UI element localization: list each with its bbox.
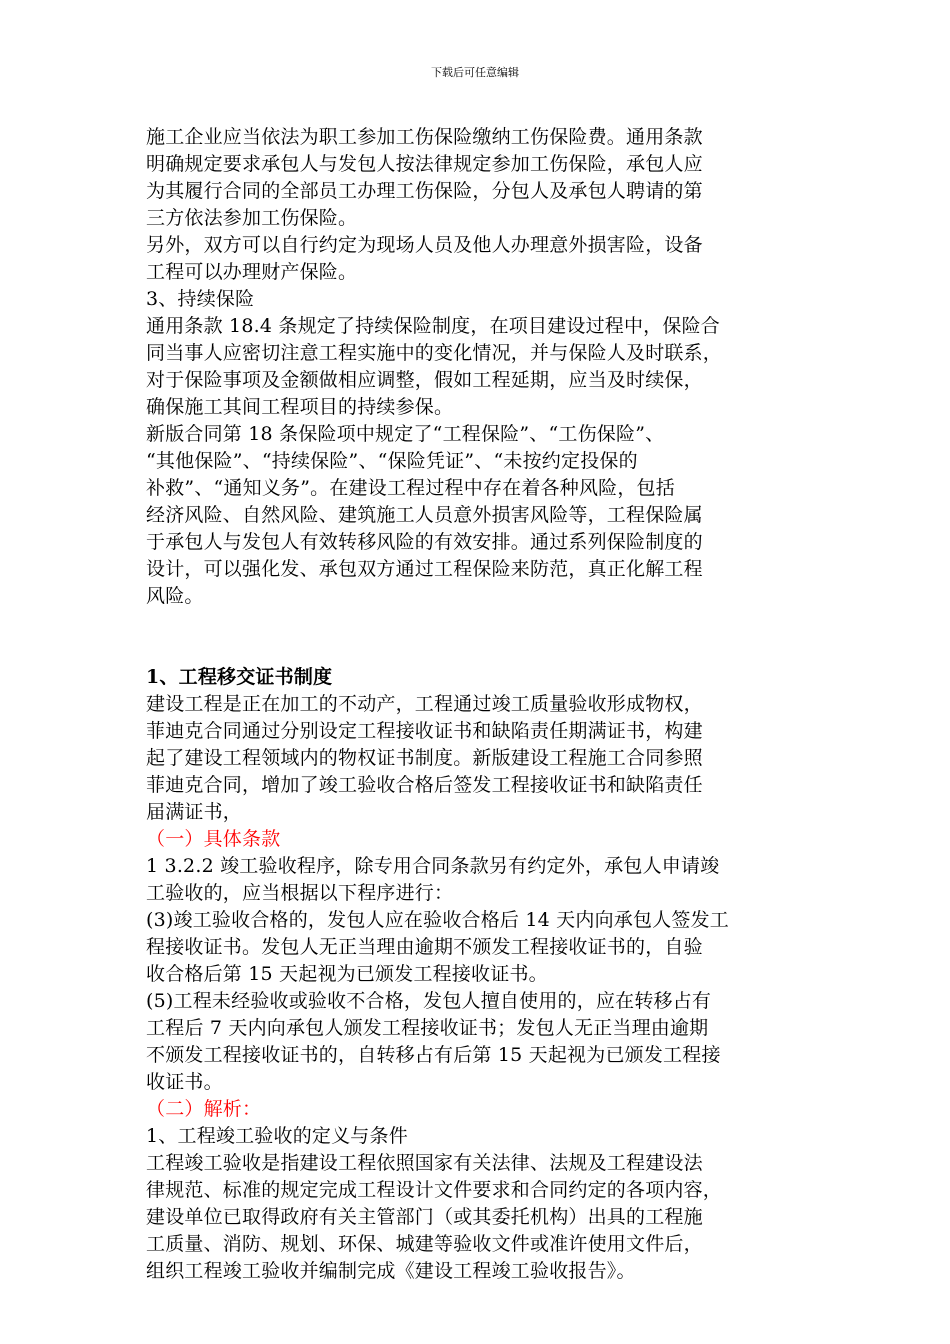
analysis-line: 工程竣工验收是指建设工程依照国家有关法律、法规及工程建设法 [146, 1152, 703, 1174]
clause-line: 工验收的，应当根据以下程序进行： [146, 882, 454, 904]
clause-line: (3)竣工验收合格的，发包人应在验收合格后 14 天内向承包人签发工 [146, 909, 729, 931]
paragraph-line: 风险。 [146, 585, 204, 607]
paragraph-line: 届满证书， [146, 801, 243, 823]
paragraph-line: 对于保险事项及金额做相应调整，假如工程延期，应当及时续保， [146, 369, 703, 391]
clause-line: 工程后 7 天内向承包人颁发工程接收证书；发包人无正当理由逾期 [146, 1017, 709, 1039]
analysis-line: 建设单位已取得政府有关主管部门（或其委托机构）出具的工程施 [146, 1206, 703, 1228]
paragraph-line: 同当事人应密切注意工程实施中的变化情况，并与保险人及时联系， [146, 342, 723, 364]
paragraph-line: 起了建设工程领域内的物权证书制度。新版建设工程施工合同参照 [146, 747, 703, 769]
paragraph-line: 另外，双方可以自行约定为现场人员及他人办理意外损害险，设备 [146, 234, 703, 256]
paragraph-line: 工程可以办理财产保险。 [146, 261, 358, 283]
paragraph-line: 设计，可以强化发、承包双方通过工程保险来防范，真正化解工程 [146, 558, 703, 580]
paragraph-line: 经济风险、自然风险、建筑施工人员意外损害风险等，工程保险属 [146, 504, 703, 526]
subheading-specific-clauses: （一）具体条款 [146, 828, 281, 850]
section-gap [146, 610, 816, 664]
clause-line: 1 3.2.2 竣工验收程序，除专用合同条款另有约定外，承包人申请竣 [146, 855, 720, 877]
paragraph-line: 施工企业应当依法为职工参加工伤保险缴纳工伤保险费。通用条款 [146, 126, 703, 148]
paragraph-line: 菲迪克合同通过分别设定工程接收证书和缺陷责任期满证书，构建 [146, 720, 703, 742]
paragraph-line: 三方依法参加工伤保险。 [146, 207, 358, 229]
clause-line: 不颁发工程接收证书的，自转移占有后第 15 天起视为已颁发工程接 [146, 1044, 721, 1066]
paragraph-line: 为其履行合同的全部员工办理工伤保险，分包人及承包人聘请的第 [146, 180, 703, 202]
transfer-certificate-section [146, 664, 816, 1285]
document-body [146, 124, 816, 1285]
analysis-line: 1、工程竣工验收的定义与条件 [146, 1125, 408, 1147]
paragraph-line: 于承包人与发包人有效转移风险的有效安排。通过系列保险制度的 [146, 531, 703, 553]
paragraph-line: 菲迪克合同，增加了竣工验收合格后签发工程接收证书和缺陷责任 [146, 774, 703, 796]
paragraph-line: 通用条款 18.4 条规定了持续保险制度，在项目建设过程中，保险合 [146, 315, 720, 337]
paragraph-line: 新版合同第 18 条保险项中规定了“工程保险”、“工伤保险”、 [146, 423, 665, 445]
paragraph-line: 明确规定要求承包人与发包人按法律规定参加工伤保险，承包人应 [146, 153, 703, 175]
clause-line: 收合格后第 15 天起视为已颁发工程接收证书。 [146, 963, 548, 985]
paragraph-line: 确保施工其间工程项目的持续参保。 [146, 396, 454, 418]
section-title: 1、工程移交证书制度 [146, 666, 333, 688]
clause-line: (5)工程未经验收或验收不合格，发包人擅自使用的，应在转移占有 [146, 990, 712, 1012]
subsection-heading: 3、持续保险 [146, 288, 255, 310]
clause-line: 收证书。 [146, 1071, 223, 1093]
analysis-line: 律规范、标准的规定完成工程设计文件要求和合同约定的各项内容， [146, 1179, 723, 1201]
paragraph-line: 建设工程是正在加工的不动产，工程通过竣工质量验收形成物权， [146, 693, 703, 715]
analysis-line: 工质量、消防、规划、环保、城建等验收文件或准许使用文件后， [146, 1233, 703, 1255]
analysis-line: 组织工程竣工验收并编制完成《建设工程竣工验收报告》。 [146, 1260, 636, 1282]
paragraph-line: “其他保险”、“持续保险”、“保险凭证”、“未按约定投保的 [146, 450, 638, 472]
clause-line: 程接收证书。发包人无正当理由逾期不颁发工程接收证书的，自验 [146, 936, 703, 958]
paragraph-line: 补救”、“通知义务”。在建设工程过程中存在着各种风险，包括 [146, 477, 675, 499]
insurance-block [146, 124, 816, 610]
page-header-note: 下载后可任意编辑 [431, 66, 519, 79]
subheading-analysis: （二）解析： [146, 1098, 262, 1120]
